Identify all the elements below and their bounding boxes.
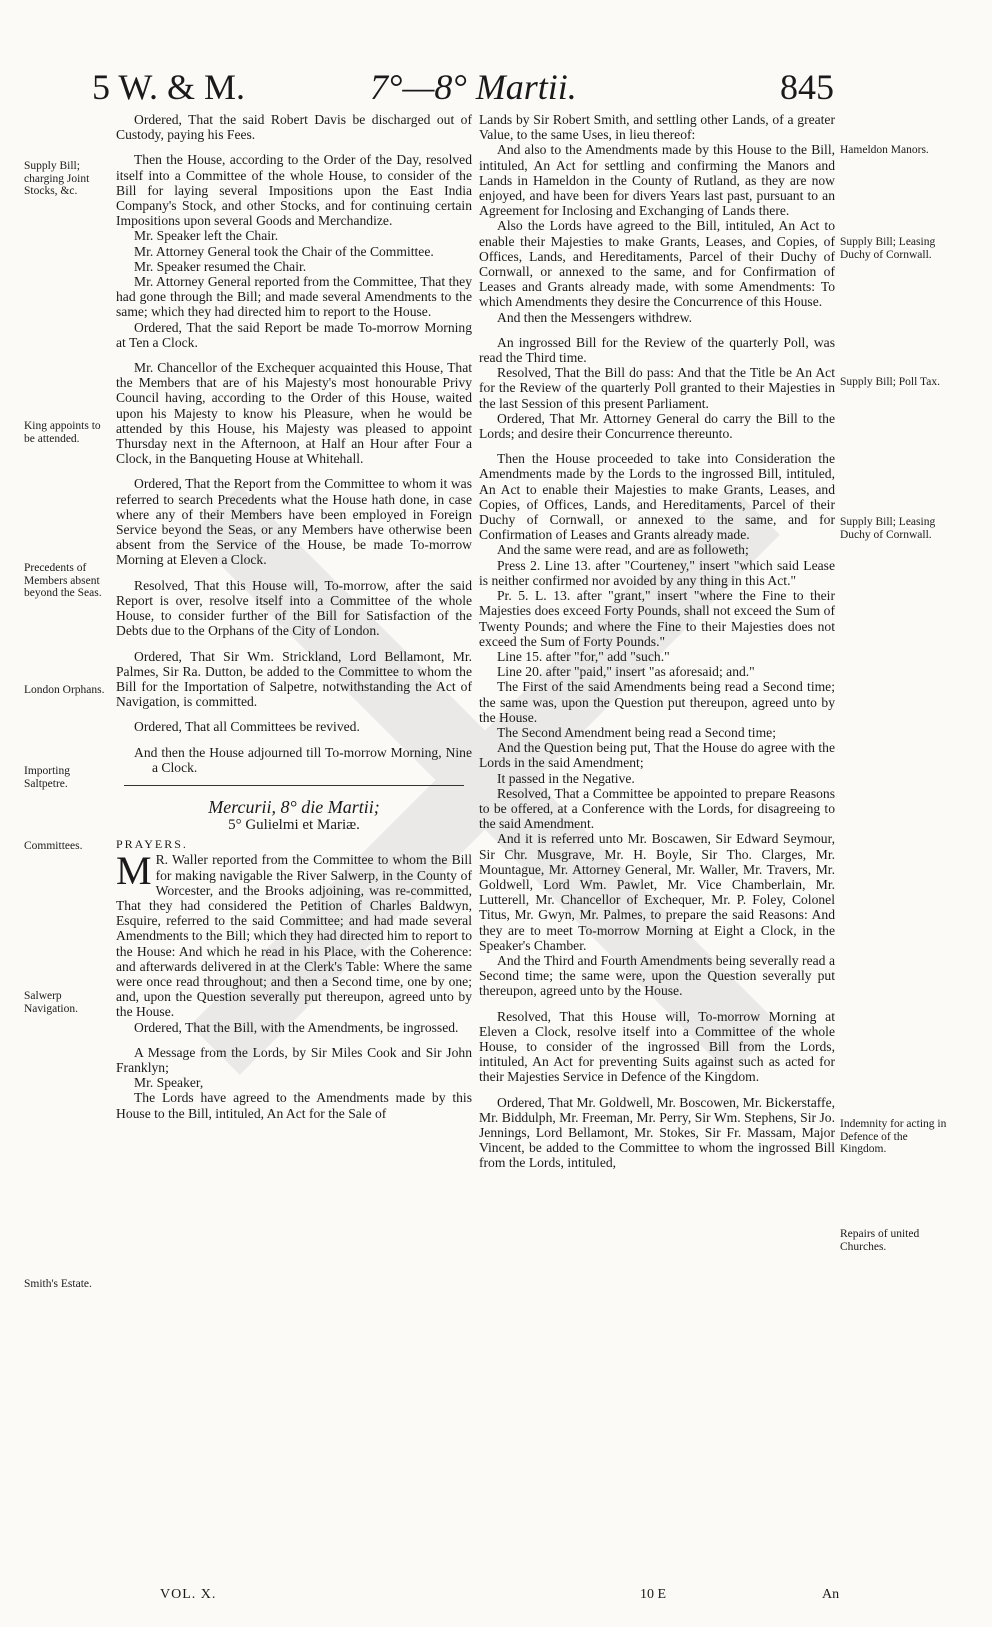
- paragraph: Mr. Speaker resumed the Chair.: [134, 258, 307, 274]
- paragraph: The First of the said Amendments being read a Second time; the same was, upon the Question put thereupon, agreed unto by the House.: [479, 679, 835, 725]
- paragraph: Mr. Attorney General took the Chair of the Committee.: [134, 243, 434, 259]
- paragraph: Ordered, That the Report from the Committee to whom it was referred to search Precedents what the House hath done, in case where any of their Members have been employed in Foreign Service beyond the Seas, or any Members have otherwise been absent from the Service of the House, be made To-morrow Morning at Eleven a Clock.: [116, 476, 472, 568]
- margin-note: Salwerp Navigation.: [24, 990, 78, 1015]
- margin-note: Smith's Estate.: [24, 1278, 92, 1290]
- running-head-dates: 7°—8° Martii.: [370, 67, 577, 107]
- running-head-left: 5 W. & M.: [92, 67, 246, 107]
- paragraph: It passed in the Negative.: [497, 770, 635, 786]
- margin-note: Indemnity for acting in Defence of the Kingdom.: [840, 1118, 947, 1156]
- section-divider: [124, 785, 464, 786]
- margin-note: Hameldon Manors.: [840, 144, 929, 156]
- paragraph: Ordered, That all Committees be revived.: [134, 719, 360, 735]
- right-column: [479, 112, 835, 1171]
- paragraph: Ordered, That Sir Wm. Strickland, Lord Bellamont, Mr. Palmes, Sir Ra. Dutton, be added to the Committee to whom the Bill for the Importation of Salpetre, notwithstanding the Act of Navigation, is committed.: [116, 648, 472, 710]
- paragraph: Line 15. after "for," add "such.": [497, 648, 670, 664]
- left-column: [116, 112, 472, 1121]
- paragraph: A Message from the Lords, by Sir Miles Cook and Sir John Franklyn;: [116, 1044, 472, 1075]
- paragraph: Then the House, according to the Order of the Day, resolved itself into a Committee of the whole House, to consider of the Bill for laying several Impositions upon the East India Company's Stock, and other Stocks, and for continuing certain Impositions upon several Goods and Merchandize.: [116, 152, 472, 229]
- adjournment-note: And then the House adjourned till To-morrow Morning, Nine a Clock.: [134, 744, 472, 775]
- paragraph: Ordered, That the said Report be made To-morrow Morning at Ten a Clock.: [116, 319, 472, 350]
- paragraph: Resolved, That this House will, To-morrow, after the said Report is over, resolve itself into a Committee of the whole House, to consider further of the Bill for Satisfaction of the Debts due to the Orphans of the City of London.: [116, 577, 472, 639]
- day-heading: Mercurii, 8° die Martii;: [208, 796, 380, 817]
- paragraph: Ordered, That the said Robert Davis be discharged out of Custody, paying his Fees.: [116, 112, 472, 143]
- paragraph: Also the Lords have agreed to the Bill, intituled, An Act to enable their Majesties to make Grants, Leases, and Copies, of Offices, Lands, and Hereditaments, Parcel of their Duchy of Cornwall, or annexed to the same, and for Confirmation of Leases and Grants already made, with some Amendments: To which Amendments they desire the Concurrence of this House.: [479, 218, 835, 310]
- margin-note: Repairs of united Churches.: [840, 1228, 920, 1253]
- paragraph: And also to the Amendments made by this House to the Bill, intituled, An Act for settling and confirming the Manors and Lands in Hameldon in the County of Rutland, as they are now enjoyed, and have been for divers Years last past, pursuant to an Agreement for Inclosing and Exchanging of Lands there.: [479, 142, 835, 219]
- paragraph: Line 20. after "paid," insert "as aforesaid; and.": [497, 664, 755, 680]
- margin-note: Supply Bill; Leasing Duchy of Cornwall.: [840, 236, 936, 261]
- paragraph: Mr. Speaker,: [134, 1075, 204, 1091]
- paragraph: [116, 848, 473, 1020]
- drop-cap: M: [116, 848, 152, 894]
- paragraph: An ingrossed Bill for the Review of the quarterly Poll, was read the Third time.: [479, 334, 835, 366]
- catchword: An: [822, 1587, 840, 1602]
- paragraph: And then the Messengers withdrew.: [497, 309, 693, 325]
- margin-note: Supply Bill; Poll Tax.: [840, 376, 940, 388]
- paragraph-text: R. Waller reported from the Committee to whom the Bill for making navigable the River Salwerp, in the County of Worcester, and the Brooks adjoining, was re-committed, That they had considered the Petition of Charles Baldwyn, Esquire, referred to the said Committee; and had made several Amendments to the Bill; which they had directed him to report to the House: And which he read in his Place, with the Coherence: and afterwards delivered in at the Clerk's Table: Where the same were once read throughout; and then a Second time, one by one; and, upon the Question severally put thereupon, agreed unto by the House.: [116, 852, 473, 1020]
- paragraph: And it is referred unto Mr. Boscawen, Sir Edward Seymour, Sir Chr. Musgrave, Mr. H. Boyle, Sir Tho. Clarges, Mr. Mountague, Mr. Attorney General, Mr. Waller, Mr. Travers, Mr. Goldwell, Lord Wm. Pawlet, Mr. Vice Chamberlain, Mr. Lutterell, Mr. Chancellor of Exchequer, Mr. P. Foley, Colonel Titus, Mr. Gwyn, Mr. Palmes, to prepare the said Reasons: And they are to meet To-morrow Morning at Eight a Clock, in the Speaker's Chamber.: [479, 831, 835, 953]
- paragraph: Mr. Chancellor of the Exchequer acquainted this House, That the Members that are of his Majesty's most honourable Privy Council having, according to the Order of this House, waited upon his Majesty to know his Pleasure, when he would be attended by this House, his Majesty was pleased to appoint Thursday next in the Afternoon, at Half an Hour after Four a Clock, in the Banqueting House at Whitehall.: [116, 360, 472, 467]
- paragraph: Resolved, That this House will, To-morrow Morning at Eleven a Clock, resolve itself into a Committee of the whole House, to consider of the ingrossed Bill from the Lords, intituled, An Act for preventing Suits against such as acted for their Majesties Service in Defence of the Kingdom.: [479, 1008, 835, 1085]
- prayers-heading: PRAYERS.: [116, 837, 188, 852]
- paragraph: Ordered, That Mr. Attorney General do carry the Bill to the Lords; and desire their Concurrence thereunto.: [479, 410, 835, 442]
- regnal-year: 5° Gulielmi et Mariæ.: [228, 816, 360, 833]
- volume-footer: VOL. X.: [160, 1587, 217, 1602]
- margin-note: Supply Bill; charging Joint Stocks, &c.: [24, 160, 90, 198]
- paragraph: Pr. 5. L. 13. after "grant," insert "where the Fine to their Majesties does exceed Forty Pounds, shall not exceed the Sum of Twenty Pounds; and where the Fine to their Majesties does not exceed the Sum of Forty Pounds.": [479, 588, 835, 649]
- paragraph: Then the House proceeded to take into Consideration the Amendments made by the Lords to the ingrossed Bill, intituled, An Act to enable their Majesties to make Grants, Leases, and Copies, of Offices, Lands, and Hereditaments, Parcel of their Duchy of Cornwall, or annexed to the same, and for Confirmation of Leases and Grants already made.: [479, 451, 835, 543]
- paragraph: Mr. Attorney General reported from the Committee, That they had gone through the Bill; and made several Amendments to the same; which they had directed him to report to the House.: [116, 274, 472, 320]
- margin-note: Importing Saltpetre.: [24, 765, 70, 790]
- paragraph: Mr. Speaker left the Chair.: [134, 228, 279, 244]
- signature-mark: 10 E: [640, 1587, 667, 1602]
- paragraph: And the Question being put, That the House do agree with the Lords in the said Amendment;: [479, 740, 835, 771]
- margin-note: Committees.: [24, 840, 83, 852]
- paragraph: Lands by Sir Robert Smith, and settling other Lands, of a greater Value, to the same Uses, in lieu thereof:: [479, 112, 835, 143]
- margin-note: Precedents of Members absent beyond the Seas.: [24, 562, 102, 600]
- paragraph: The Lords have agreed to the Amendments made by this House to the Bill, intituled, An Act for the Sale of: [116, 1090, 472, 1121]
- paragraph: Ordered, That Mr. Goldwell, Mr. Boscowen, Mr. Bickerstaffe, Mr. Biddulph, Mr. Freeman, Mr. Perry, Sir Wm. Stephens, Sir Jo. Jennings, Lord Bellamont, Mr. Stokes, Sir Fr. Massam, Major Vincent, be added to the Committee to whom the ingrossed Bill from the Lords, intituled,: [479, 1094, 835, 1171]
- margin-note: London Orphans.: [24, 684, 105, 696]
- paragraph: The Second Amendment being read a Second time;: [497, 724, 776, 740]
- page-number: 845: [780, 67, 834, 107]
- paragraph: Resolved, That a Committee be appointed to prepare Reasons to be offered, at a Conference with the Lords, for disagreeing to the said Amendment.: [479, 785, 835, 832]
- paragraph: Press 2. Line 13. after "Courteney," insert "which said Lease is neither confirmed nor avoided by any thing in this Act.": [479, 557, 835, 588]
- paragraph: Resolved, That the Bill do pass: And that the Title be An Act for the Review of the quarterly Poll granted to their Majesties in the last Session of this present Parliament.: [479, 365, 835, 411]
- paragraph: And the Third and Fourth Amendments being severally read a Second time; the same were, upon the Question severally put thereupon, agreed unto by the House.: [479, 952, 835, 999]
- margin-note: King appoints to be attended.: [24, 420, 101, 445]
- margin-note: Supply Bill; Leasing Duchy of Cornwall.: [840, 516, 936, 541]
- paragraph: Ordered, That the Bill, with the Amendments, be ingrossed.: [134, 1019, 459, 1035]
- paragraph: And the same were read, and are as followeth;: [497, 542, 749, 558]
